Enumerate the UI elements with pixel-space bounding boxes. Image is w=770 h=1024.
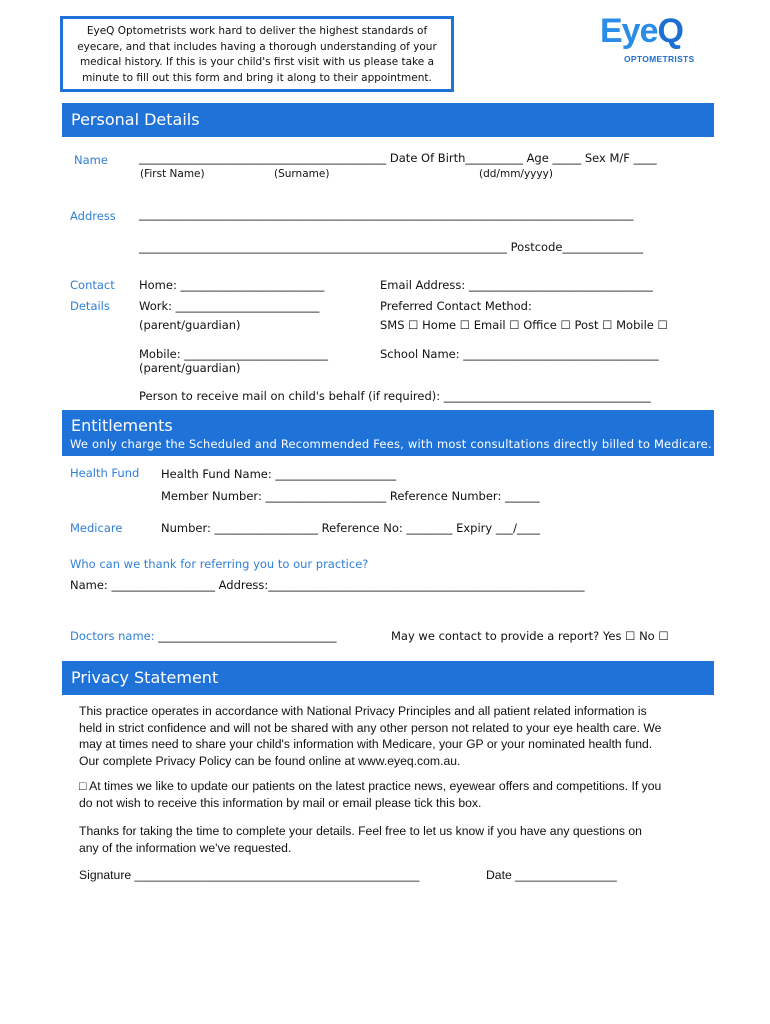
- intro-line: minute to fill out this form and bring it along to their appointment.: [82, 71, 432, 84]
- paragraph-line: held in strict confidence and will not be shared with any other person not related to your eye health care. We: [79, 720, 662, 735]
- surname-caption: (Surname): [274, 168, 330, 180]
- email-field[interactable]: Email Address: ________________________________: [380, 278, 653, 292]
- intro-line: EyeQ Optometrists work hard to deliver the highest standards of: [86, 25, 428, 37]
- eyeq-logo: [600, 12, 700, 66]
- personal-details-header: [62, 103, 714, 137]
- contact-method-checkboxes[interactable]: SMS ☐ Home ☐ Email ☐ Office ☐ Post ☐ Mobile ☐: [380, 318, 668, 332]
- address-line-1[interactable]: ______________________________________________________________________________________: [139, 207, 634, 221]
- paragraph-line: Thanks for taking the time to complete your details. Feel free to let us know if you have any questions on: [79, 824, 642, 838]
- section-title: Privacy Statement: [71, 668, 219, 687]
- parent-guardian-caption: (parent/guardian): [139, 318, 241, 332]
- paragraph-line: may at times need to share your child's information with Medicare, your GP or your nominated health fund.: [79, 737, 653, 751]
- date-field[interactable]: Date _______________: [486, 868, 617, 882]
- mobile-field[interactable]: Mobile: _________________________: [139, 347, 329, 361]
- name-label: Name: [74, 153, 108, 167]
- section-title: Personal Details: [71, 110, 200, 129]
- home-phone-field[interactable]: Home: _________________________: [139, 278, 325, 292]
- paragraph-line: This practice operates in accordance with National Privacy Principles and all patient related information is: [79, 704, 647, 718]
- details-label: Details: [70, 299, 110, 313]
- logo-wordmark: EyeQ: [600, 12, 683, 50]
- section-title: Entitlements: [71, 416, 173, 435]
- paragraph-line: □ At times we like to update our patients on the latest practice news, eyewear offers and competitions. If you: [79, 779, 662, 793]
- address-line-2-postcode[interactable]: ________________________________________________________________ Postcode______________: [139, 240, 643, 254]
- contact-label: Contact: [70, 278, 115, 292]
- dob-format-caption: (dd/mm/yyyy): [479, 168, 553, 180]
- intro-line: eyecare, and that includes having a thorough understanding of your: [77, 40, 437, 53]
- signature-field[interactable]: Signature __________________________________________: [79, 868, 420, 882]
- intro-line: medical history. If this is your child's first visit with us please take a: [79, 56, 435, 68]
- thanks-paragraph: [79, 823, 704, 856]
- marketing-optout-paragraph[interactable]: [79, 778, 704, 811]
- first-name-caption: (First Name): [140, 168, 205, 180]
- privacy-paragraph: [79, 703, 704, 769]
- health-fund-name-field[interactable]: Health Fund Name: _____________________: [161, 467, 397, 481]
- entitlements-subheading: We only charge the Scheduled and Recommended Fees, with most consultations directly billed to Medicare.: [70, 437, 712, 451]
- address-label: Address: [70, 209, 116, 223]
- logo-subtitle: OPTOMETRISTS: [624, 54, 695, 64]
- mail-recipient-field[interactable]: Person to receive mail on child's behalf (if required): ____________________________________: [139, 389, 651, 403]
- paragraph-line: any of the information we've requested.: [79, 840, 292, 855]
- paragraph-line: Our complete Privacy Policy can be found online at www.eyeq.com.au.: [79, 753, 461, 768]
- doctors-name-row[interactable]: [70, 629, 337, 643]
- school-name-field[interactable]: School Name: __________________________________: [380, 347, 659, 361]
- preferred-contact-label: Preferred Contact Method:: [380, 299, 532, 313]
- parent-guardian-caption: (parent/guardian): [139, 361, 241, 375]
- paragraph-line: do not wish to receive this information by mail or email please tick this box.: [79, 795, 482, 810]
- intro-notice: [60, 16, 454, 92]
- doctors-name-label: Doctors name:: [70, 629, 159, 643]
- referral-name-address-field[interactable]: Name: __________________ Address:_______________________________________________________: [70, 578, 585, 592]
- member-number-field[interactable]: Member Number: _____________________ Reference Number: ______: [161, 489, 540, 503]
- health-fund-label: Health Fund: [70, 466, 140, 480]
- referral-question: Who can we thank for referring you to our practice?: [70, 557, 369, 571]
- medicare-label: Medicare: [70, 521, 123, 535]
- medicare-number-field[interactable]: Number: __________________ Reference No: ________ Expiry ___/____: [161, 521, 540, 535]
- doctors-name-field[interactable]: _______________________________: [158, 629, 337, 643]
- privacy-statement-header: [62, 661, 714, 695]
- work-phone-field[interactable]: Work: _________________________: [139, 299, 320, 313]
- name-dob-age-sex-line[interactable]: ___________________________________________ Date Of Birth__________ Age _____ Sex M/F ____: [139, 151, 657, 165]
- report-permission-checkboxes[interactable]: May we contact to provide a report? Yes ☐ No ☐: [391, 629, 669, 643]
